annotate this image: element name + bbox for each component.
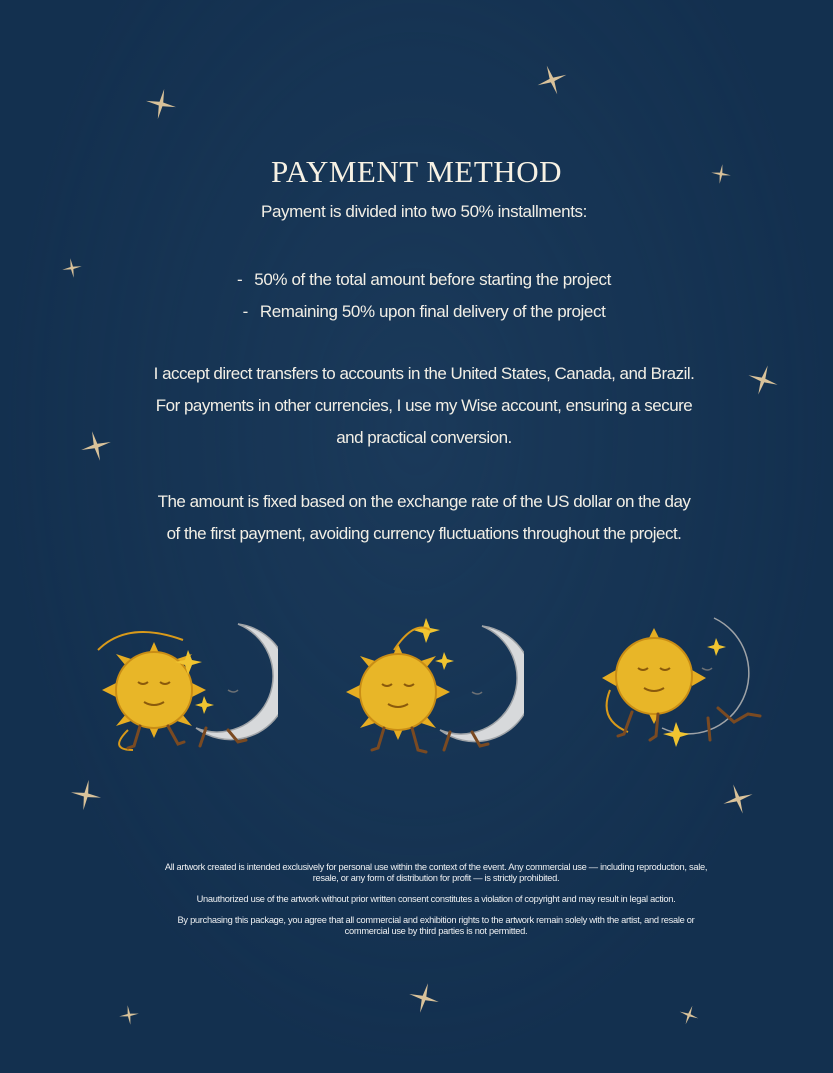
dancing-sun-and-moon-illustration <box>334 610 524 770</box>
legal-notice <box>160 862 712 947</box>
page-title: PAYMENT METHOD <box>271 154 562 189</box>
sparkle-star-icon <box>79 429 113 463</box>
installments-list <box>0 264 833 328</box>
installment-text: 50% of the total amount before starting the project <box>254 270 611 289</box>
installment-text: Remaining 50% upon final delivery of the project <box>259 302 606 321</box>
sparkle-star-icon <box>144 87 178 121</box>
sparkle-star-icon <box>407 981 441 1015</box>
legal-paragraph: All artwork created is intended exclusively for personal use within the context of the event. Any commercial use — including reproduction, sale, resale, or any form of distribution for profit — is strictly prohibited. <box>164 862 708 883</box>
sparkle-star-icon <box>535 63 569 97</box>
installments-intro: Payment is divided into two 50% installments: <box>261 202 587 221</box>
dancing-sun-and-moon-illustration <box>88 610 278 770</box>
list-item <box>0 296 833 328</box>
legal-paragraph: Unauthorized use of the artwork without prior written consent constitutes a violation of copyright and may result in legal action. <box>196 894 676 904</box>
legal-paragraph: By purchasing this package, you agree that all commercial and exhibition rights to the artwork remain solely with the artist, and resale or commercial use by third parties is not permitted. <box>177 915 695 936</box>
bullet-dash: - <box>242 302 248 321</box>
sparkle-star-icon <box>746 363 780 397</box>
exchange-rate-paragraph: The amount is fixed based on the exchange rate of the US dollar on the day of the first payment, avoiding currency fluctuations throughout the project. <box>157 492 691 543</box>
dancing-sun-and-moon-illustration <box>598 610 788 770</box>
sparkle-star-icon <box>69 778 103 812</box>
sparkle-star-icon <box>678 1004 700 1026</box>
transfers-paragraph: I accept direct transfers to accounts in the United States, Canada, and Brazil. For payments in other currencies, I use my Wise account, ensuring a secure and practical conversion. <box>153 364 695 447</box>
list-item <box>0 264 833 296</box>
sparkle-star-icon <box>118 1004 140 1026</box>
sparkle-star-icon <box>721 782 755 816</box>
bullet-dash: - <box>237 270 243 289</box>
